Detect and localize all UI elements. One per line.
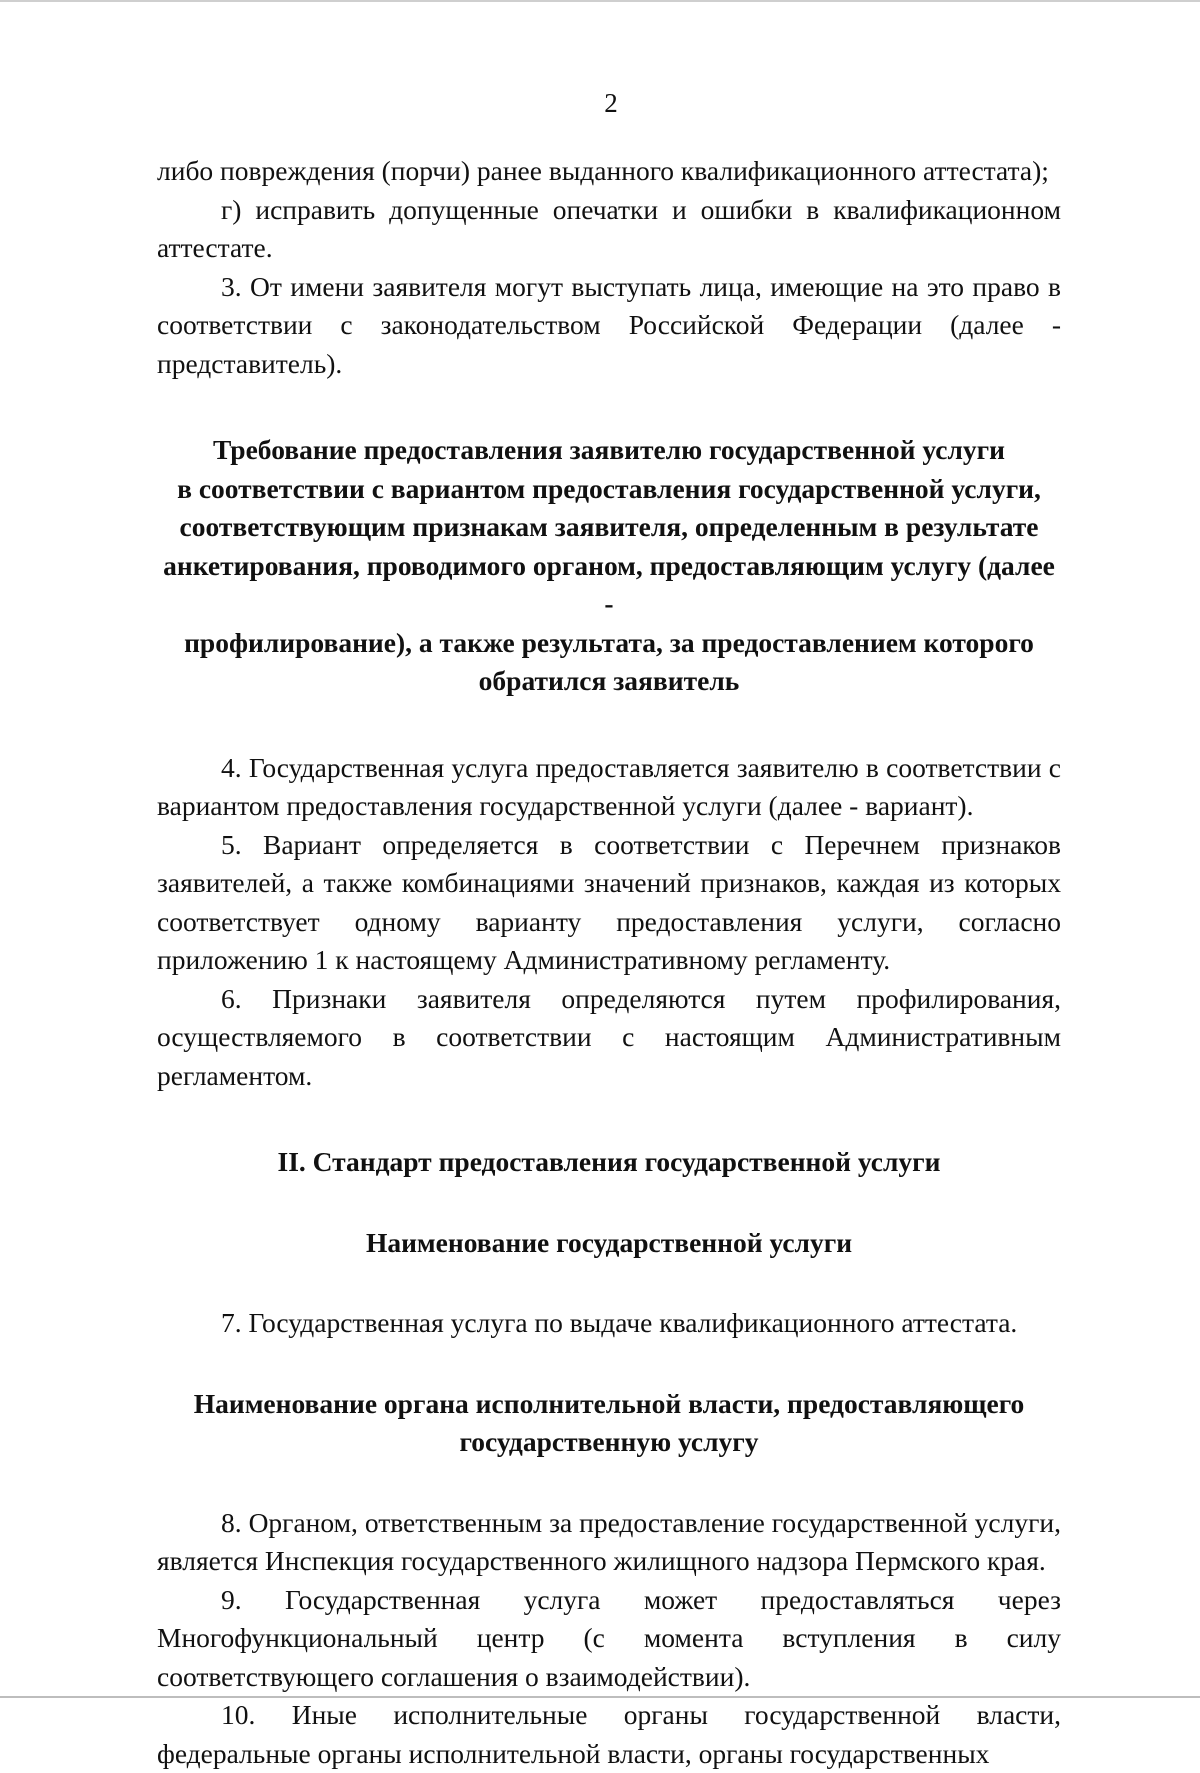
- heading-service-name: Наименование государственной услуги: [365, 1226, 853, 1258]
- heading-line: Наименование органа исполнительной власти, предоставляющего: [193, 1387, 1025, 1419]
- paragraph-item-5: 5. Вариант определяется в соответствии с Перечнем признаков заявителей, а также комбинациями значений признаков, каждая из которых соответствует одному варианту предоставления услуги, согласно приложению 1 к настоящему Административному регламенту.: [157, 828, 1061, 975]
- paragraph-item-6: 6. Признаки заявителя определяются путем профилирования, осуществляемого в соответствии с настоящим Административным регламентом.: [157, 982, 1061, 1091]
- heading-line: анкетирования, проводимого органом, предоставляющим услугу (далее -: [163, 549, 1055, 619]
- heading-authority: [157, 1385, 1061, 1462]
- heading-requirement: [157, 431, 1061, 701]
- paragraph-continuation: либо повреждения (порчи) ранее выданного квалификационного аттестата);: [157, 155, 1049, 186]
- paragraph-item-9: 9. Государственная услуга может предоставляться через Многофункциональный центр (с момента вступления в силу соответствующего соглашения о взаимодействии).: [157, 1583, 1061, 1692]
- paragraph-item-10: 10. Иные исполнительные органы государственной власти, федеральные органы исполнительной власти, органы государственных: [157, 1699, 1061, 1769]
- paragraph-item-g: г) исправить допущенные опечатки и ошибки в квалификационном аттестате.: [157, 193, 1061, 263]
- heading-line: обратился заявитель: [478, 665, 740, 696]
- paragraph-item-4: 4. Государственная услуга предоставляется заявителю в соответствии с вариантом предоставления государственной услуги (далее - вариант).: [157, 751, 1061, 821]
- heading-line: соответствующим признакам заявителя, определенным в результате: [179, 511, 1039, 542]
- page-number: 2: [604, 88, 618, 118]
- heading-line: в соответствии с вариантом предоставления государственной услуги,: [177, 472, 1041, 504]
- section-2-title: II. Стандарт предоставления государственной услуги: [277, 1146, 941, 1177]
- heading-line: профилирование), а также результата, за предоставлением которого: [184, 626, 1034, 658]
- paragraph-item-3: 3. От имени заявителя могут выступать лица, имеющие на это право в соответствии с законодательством Российской Федерации (далее - представитель).: [157, 270, 1061, 379]
- heading-line: государственную услугу: [459, 1426, 759, 1457]
- heading-line: Требование предоставления заявителю государственной услуги: [213, 434, 1005, 465]
- paragraph-item-8: 8. Органом, ответственным за предоставление государственной услуги, является Инспекция государственного жилищного надзора Пермского края.: [157, 1506, 1061, 1576]
- paragraph-item-7: 7. Государственная услуга по выдаче квалификационного аттестата.: [221, 1307, 1018, 1338]
- page-content: [157, 86, 1061, 1773]
